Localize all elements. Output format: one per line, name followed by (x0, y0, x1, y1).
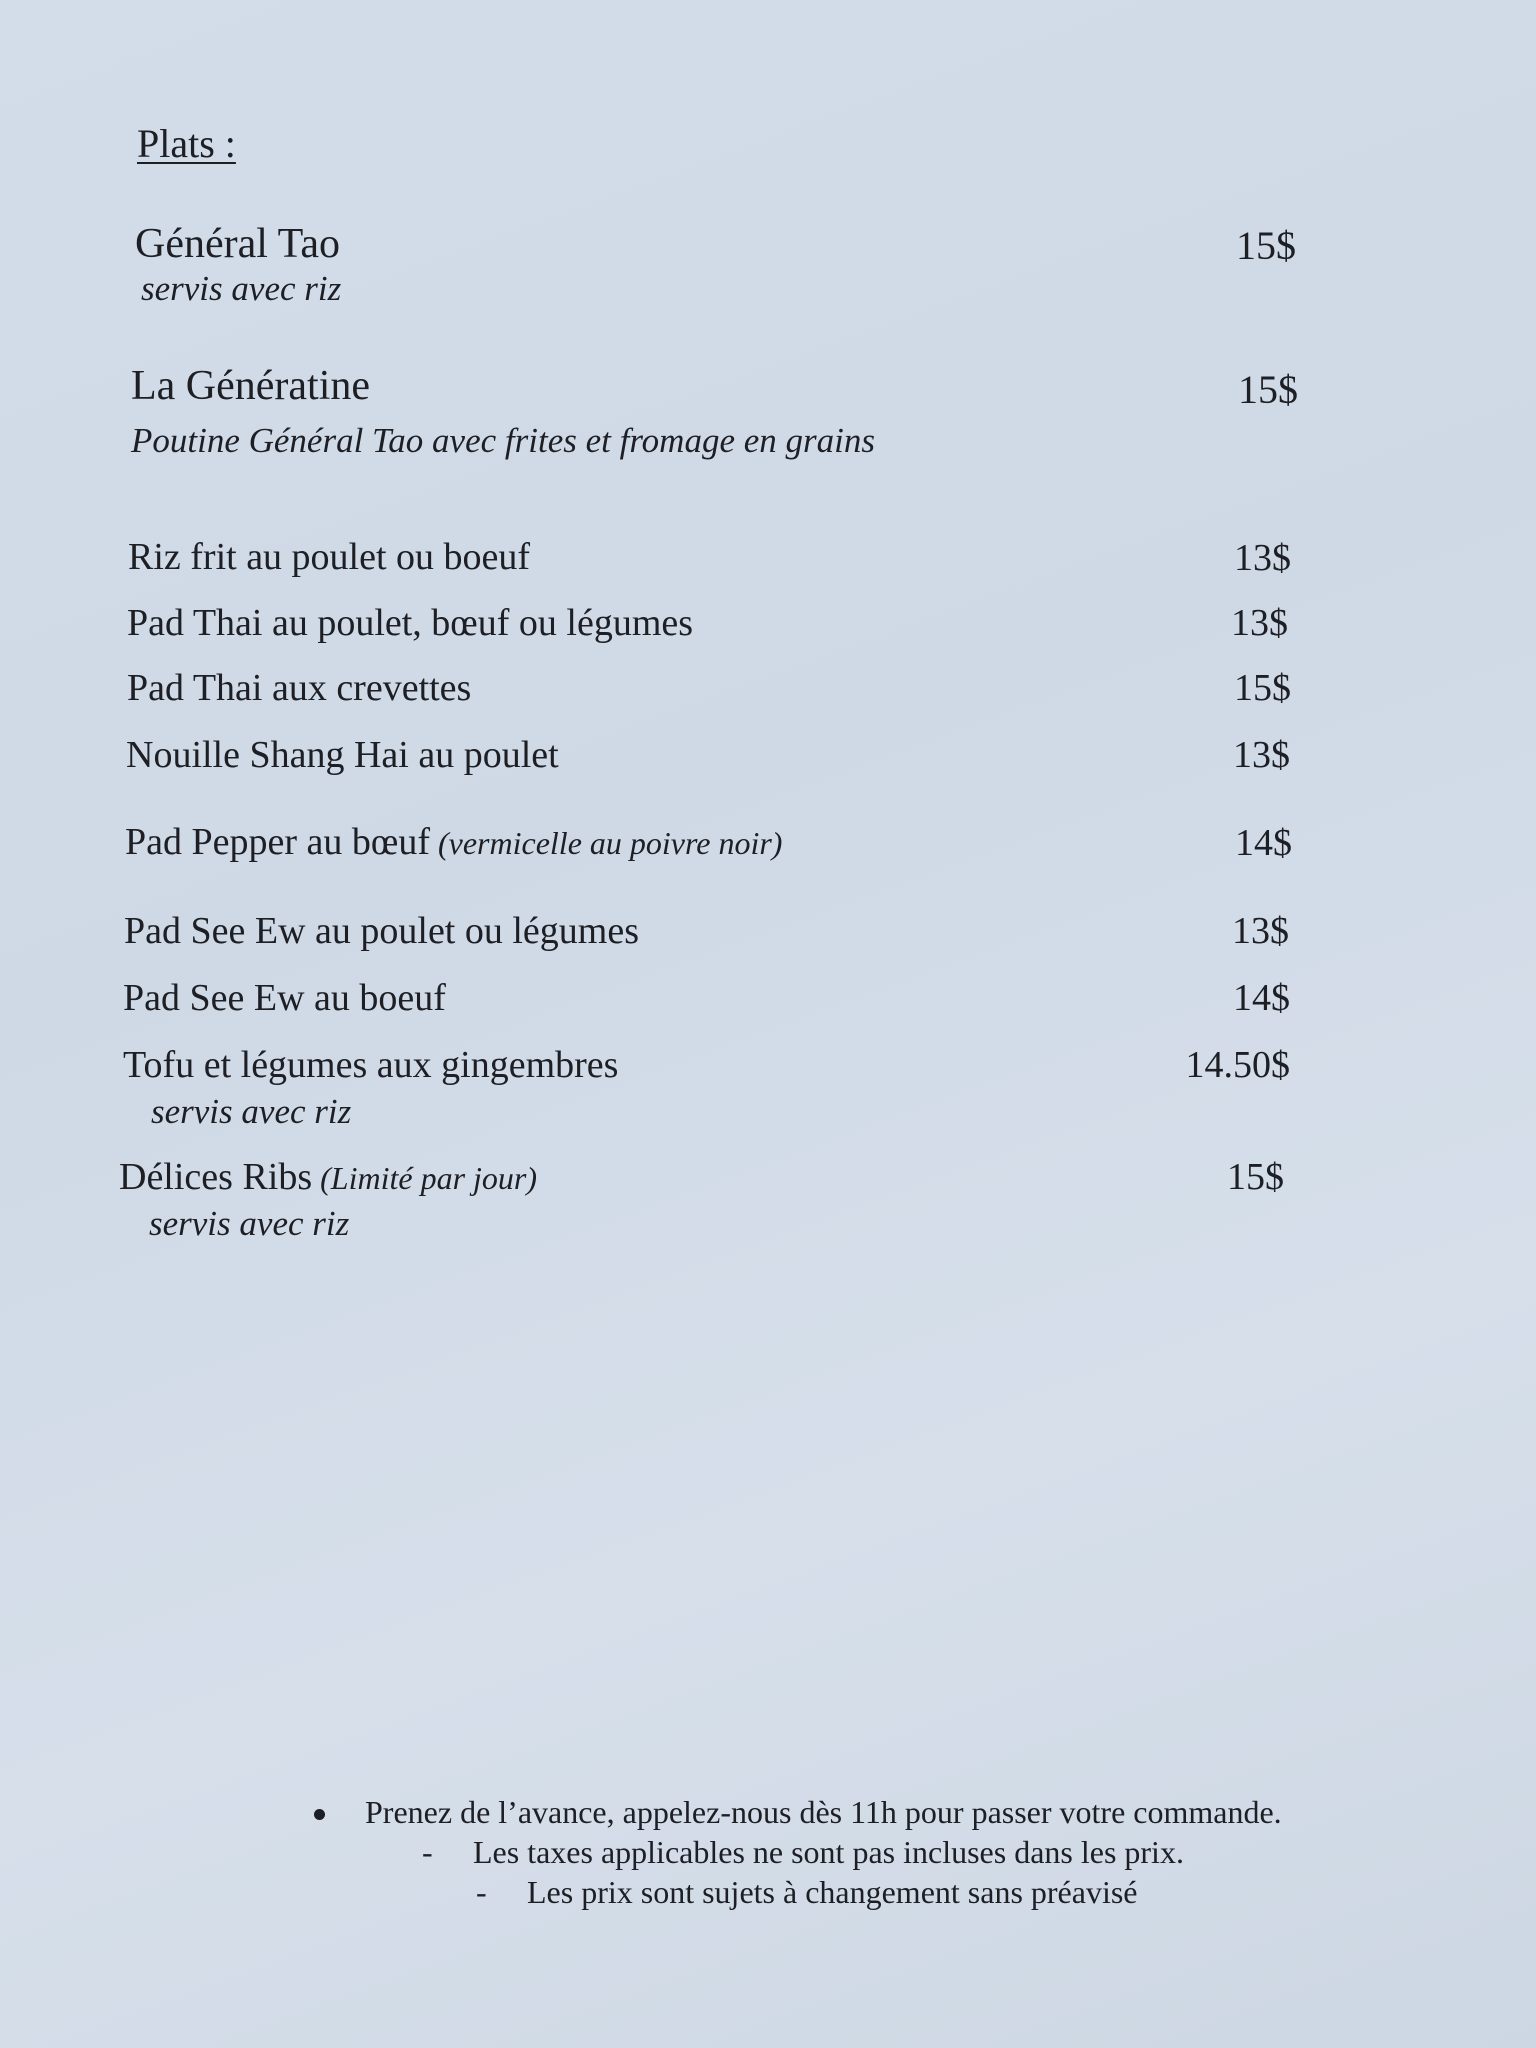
item-price: 13$ (1231, 602, 1288, 644)
dash-icon: - (422, 1834, 433, 1870)
item-name: Nouille Shang Hai au poulet (126, 734, 559, 776)
item-name: Tofu et légumes aux gingembres (123, 1044, 619, 1086)
item-name: Pad See Ew au boeuf (123, 977, 446, 1019)
section-heading: Plats : (137, 121, 236, 166)
item-name: Pad See Ew au poulet ou légumes (124, 910, 640, 952)
item-price: 13$ (1234, 537, 1291, 579)
item-name: Pad Thai aux crevettes (127, 667, 472, 709)
bullet-icon (314, 1809, 325, 1820)
item-price: 15$ (1236, 223, 1296, 268)
item-name (119, 1155, 537, 1200)
item-price: 13$ (1233, 734, 1290, 776)
item-name (125, 820, 782, 865)
item-name: Riz frit au poulet ou boeuf (128, 536, 531, 578)
item-description: servis avec riz (141, 269, 342, 308)
footer-note: Les prix sont sujets à changement sans préavisé (527, 1874, 1138, 1910)
item-name: Pad Thai au poulet, bœuf ou légumes (127, 602, 694, 644)
dash-icon: - (476, 1874, 487, 1910)
footer-note: Prenez de l’avance, appelez-nous dès 11h pour passer votre commande. (365, 1794, 1282, 1830)
item-name: Général Tao (135, 221, 341, 267)
item-name-text: Délices Ribs (119, 1156, 313, 1198)
item-price: 15$ (1227, 1156, 1284, 1198)
item-price: 15$ (1238, 367, 1298, 412)
item-price: 15$ (1234, 667, 1291, 709)
item-description: Poutine Général Tao avec frites et fromage en grains (131, 421, 875, 460)
item-name: La Génératine (131, 363, 371, 409)
item-name-text: Pad Pepper au bœuf (125, 821, 430, 863)
item-price: 14$ (1233, 977, 1290, 1019)
item-note: (vermicelle au poivre noir) (437, 825, 783, 861)
item-note: (Limité par jour) (320, 1160, 538, 1196)
footer-note: Les taxes applicables ne sont pas incluses dans les prix. (473, 1834, 1184, 1870)
item-description: servis avec riz (149, 1204, 350, 1243)
item-price: 14$ (1235, 822, 1292, 864)
item-price: 14.50$ (1185, 1044, 1290, 1086)
item-price: 13$ (1232, 910, 1289, 952)
item-description: servis avec riz (151, 1092, 352, 1131)
